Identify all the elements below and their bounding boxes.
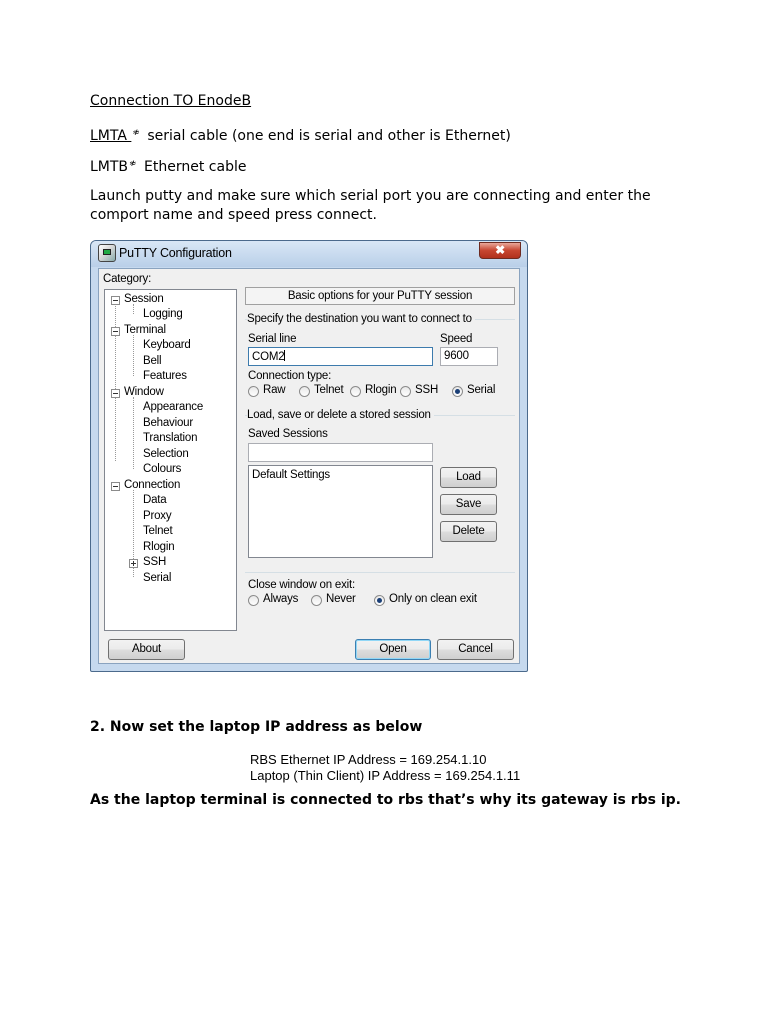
putty-window: [90, 240, 528, 672]
tree-item-terminal[interactable]: Terminal: [124, 324, 166, 336]
text-cursor: [284, 350, 285, 361]
radio-rlogin[interactable]: [350, 386, 361, 397]
saved-sessions-label: Saved Sessions: [248, 428, 328, 440]
tree-item-serial[interactable]: Serial: [143, 572, 172, 584]
lmtb-line: [90, 155, 246, 177]
tree-item-telnet[interactable]: Telnet: [143, 525, 173, 537]
tree-item-data[interactable]: Data: [143, 494, 167, 506]
rbs-ip-line: RBS Ethernet IP Address = 169.254.1.10: [250, 752, 487, 767]
tree-item-connection[interactable]: Connection: [124, 479, 181, 491]
sessions-listbox[interactable]: [248, 465, 433, 558]
radio-serial-label[interactable]: Serial: [467, 384, 496, 396]
tree-item-logging[interactable]: Logging: [143, 308, 183, 320]
lmta-symbol: ≉: [132, 128, 140, 138]
terminal-collapse-icon[interactable]: [111, 327, 120, 336]
radio-always-label[interactable]: Always: [263, 593, 299, 605]
radio-raw[interactable]: [248, 386, 259, 397]
doc-heading: Connection TO EnodeB: [90, 93, 252, 109]
speed-label: Speed: [440, 333, 473, 345]
radio-ssh[interactable]: [400, 386, 411, 397]
save-button[interactable]: Save: [440, 494, 497, 515]
lmtb-text: Ethernet cable: [144, 159, 247, 175]
tree-item-rlogin[interactable]: Rlogin: [143, 541, 175, 553]
dialog-client-area: [98, 268, 520, 664]
tree-item-translation[interactable]: Translation: [143, 432, 198, 444]
gateway-note: As the laptop terminal is connected to rbs that’s why its gateway is rbs ip.: [90, 792, 681, 808]
window-collapse-icon[interactable]: [111, 389, 120, 398]
radio-clean-exit[interactable]: [374, 595, 385, 606]
lmta-label: LMTA: [90, 128, 132, 144]
radio-ssh-label[interactable]: SSH: [415, 384, 439, 396]
tree-item-selection[interactable]: Selection: [143, 448, 189, 460]
tree-item-keyboard[interactable]: Keyboard: [143, 339, 191, 351]
window-title: PuTTY Configuration: [119, 246, 232, 260]
radio-rlogin-label[interactable]: Rlogin: [365, 384, 397, 396]
radio-never[interactable]: [311, 595, 322, 606]
close-on-exit-label: Close window on exit:: [248, 579, 356, 591]
saved-sessions-input[interactable]: [248, 443, 433, 462]
category-tree[interactable]: [104, 289, 237, 631]
lmta-text: serial cable (one end is serial and other is Ethernet): [147, 128, 511, 144]
lmta-line: [90, 124, 511, 146]
tree-item-proxy[interactable]: Proxy: [143, 510, 172, 522]
delete-button[interactable]: Delete: [440, 521, 497, 542]
title-bar[interactable]: [91, 241, 527, 267]
speed-input[interactable]: 9600: [440, 347, 498, 366]
open-button[interactable]: Open: [355, 639, 431, 660]
cancel-button[interactable]: Cancel: [437, 639, 514, 660]
about-button[interactable]: About: [108, 639, 185, 660]
radio-never-label[interactable]: Never: [326, 593, 356, 605]
tree-item-ssh[interactable]: SSH: [143, 556, 167, 568]
radio-telnet-label[interactable]: Telnet: [314, 384, 344, 396]
connection-collapse-icon[interactable]: [111, 482, 120, 491]
tree-item-bell[interactable]: Bell: [143, 355, 162, 367]
ssh-expand-icon[interactable]: [129, 559, 138, 568]
tree-item-appearance[interactable]: Appearance: [143, 401, 204, 413]
tree-item-window[interactable]: Window: [124, 386, 164, 398]
putty-app-icon: [98, 244, 116, 262]
radio-serial[interactable]: [452, 386, 463, 397]
connection-type-label: Connection type:: [248, 370, 332, 382]
serial-line-label: Serial line: [248, 333, 297, 345]
launch-instructions: Launch putty and make sure which serial port you are connecting and enter the comport name and speed press connect.: [90, 188, 651, 223]
laptop-ip-line: Laptop (Thin Client) IP Address = 169.254.1.11: [250, 768, 521, 783]
close-icon: ✖: [495, 243, 505, 257]
session-collapse-icon[interactable]: [111, 296, 120, 305]
destination-group-label: Specify the destination you want to connect to: [247, 313, 475, 325]
serial-line-input[interactable]: [248, 347, 433, 366]
step-2-heading: 2. Now set the laptop IP address as below: [90, 719, 423, 735]
radio-clean-exit-label[interactable]: Only on clean exit: [389, 593, 477, 605]
radio-telnet[interactable]: [299, 386, 310, 397]
tree-item-session[interactable]: Session: [124, 293, 164, 305]
sessions-group-label: Load, save or delete a stored session: [247, 409, 434, 421]
category-label: Category:: [103, 273, 152, 285]
list-item[interactable]: Default Settings: [252, 469, 330, 481]
tree-item-behaviour[interactable]: Behaviour: [143, 417, 193, 429]
radio-raw-label[interactable]: Raw: [263, 384, 286, 396]
lmtb-symbol: ≉: [129, 159, 137, 169]
close-button[interactable]: [479, 242, 521, 259]
panel-header: Basic options for your PuTTY session: [245, 287, 515, 305]
lmtb-label: LMTB: [90, 159, 129, 175]
close-group-line: [245, 572, 515, 573]
tree-item-colours[interactable]: Colours: [143, 463, 182, 475]
tree-item-features[interactable]: Features: [143, 370, 187, 382]
load-button[interactable]: Load: [440, 467, 497, 488]
serial-line-value: COM2: [252, 351, 285, 363]
radio-always[interactable]: [248, 595, 259, 606]
